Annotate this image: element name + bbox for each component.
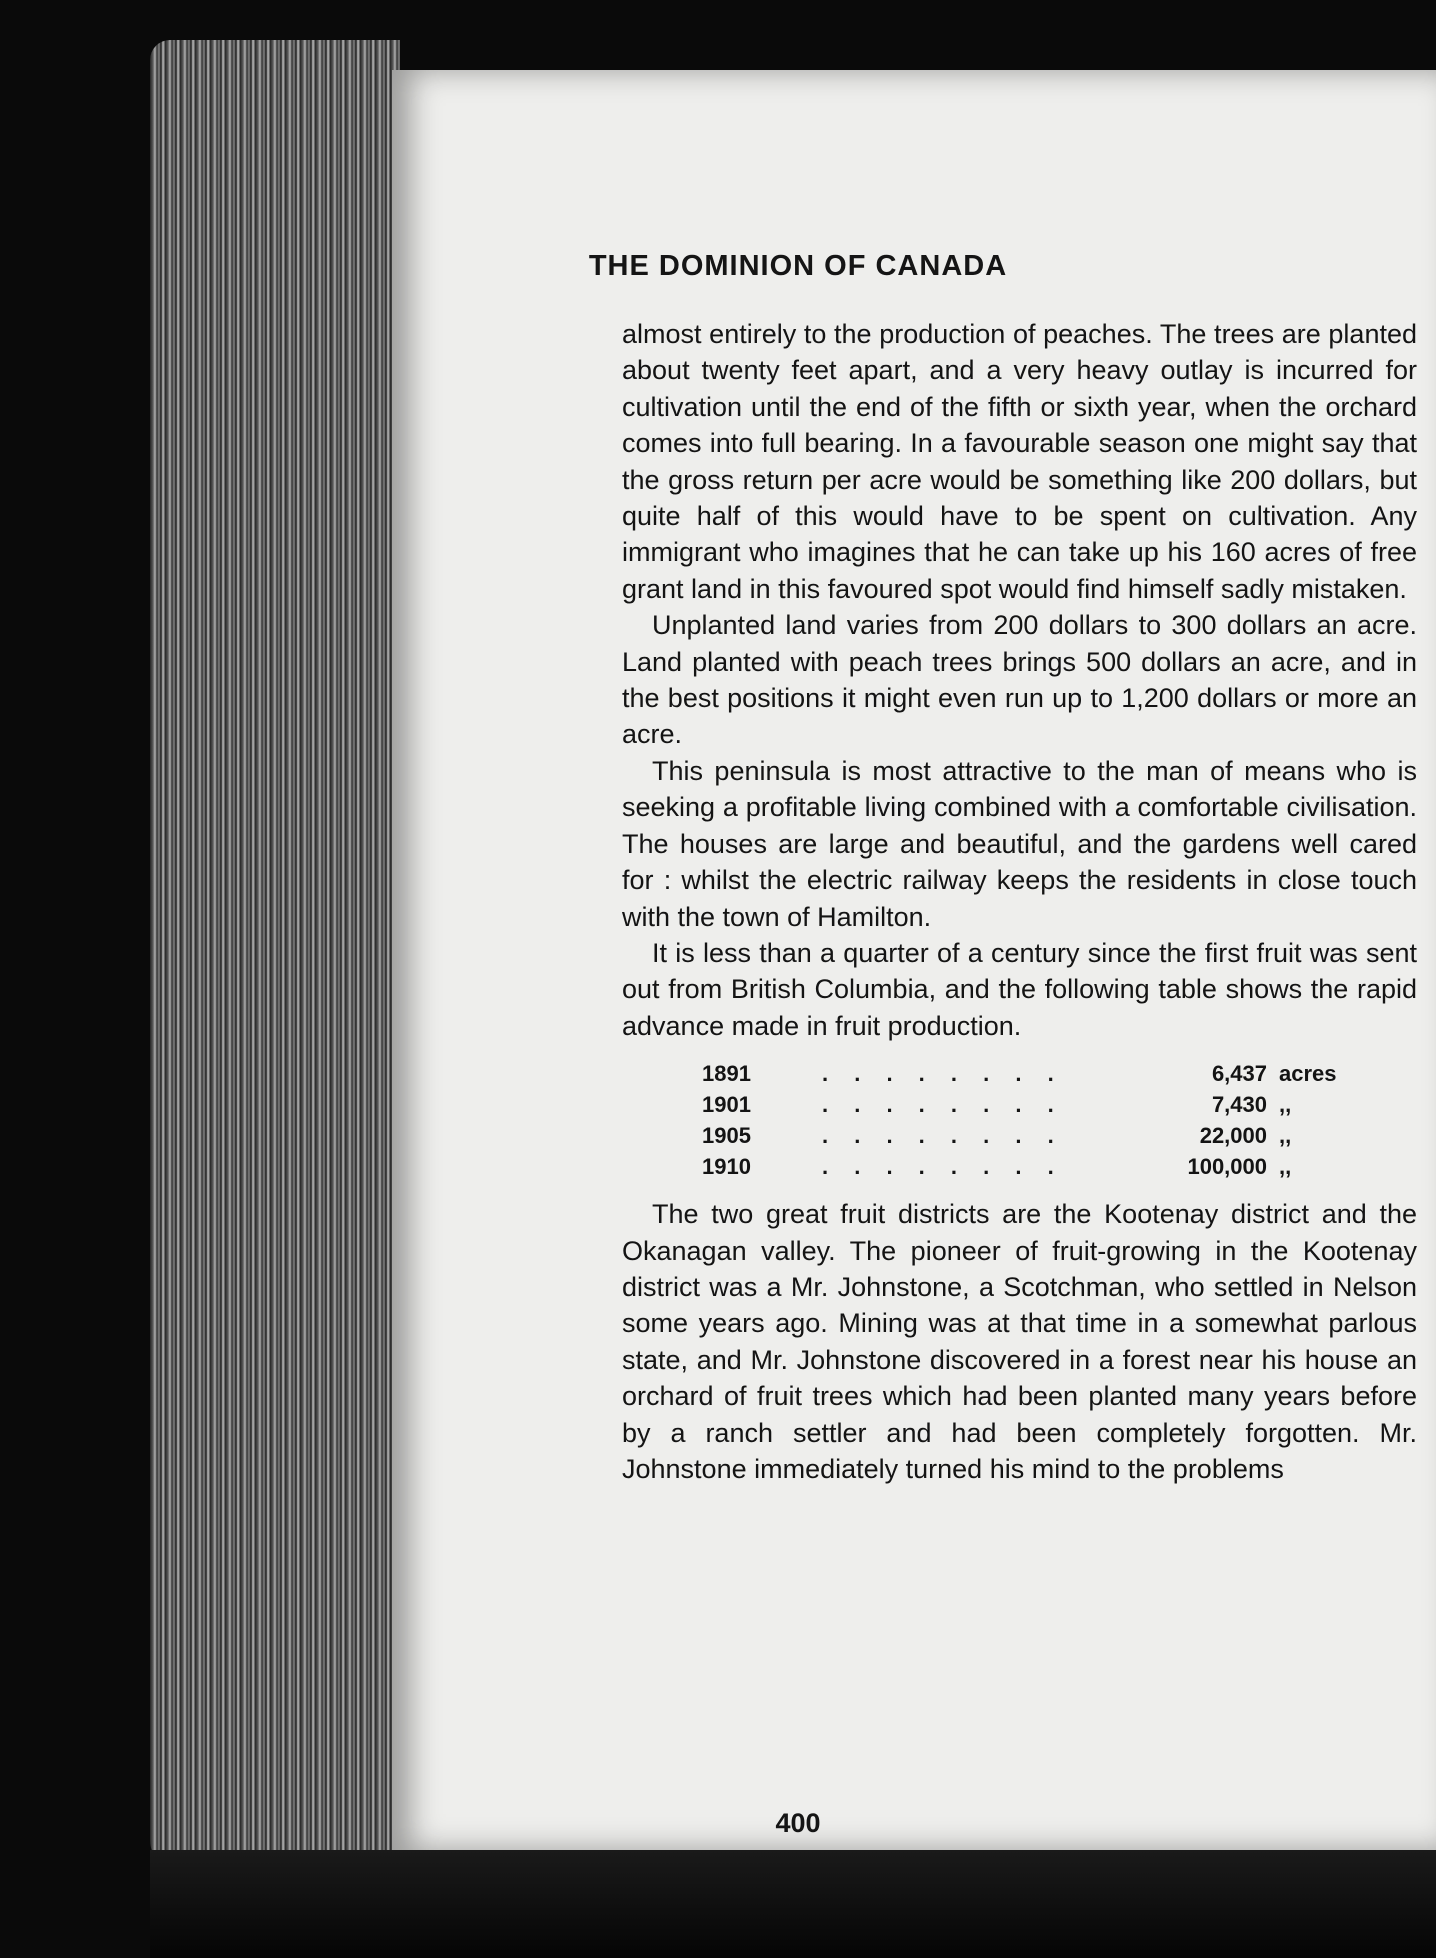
- paragraph: The two great fruit districts are the Kootenay district and the Okanagan valley. The pioneer of fruit-growing in the Kootenay district was a Mr. Johnstone, a Scotchman, who settled in Nelson some years ago. Mining was at that time in a somewhat parlous state, and Mr. Johnstone discovered in a forest near his house an orchard of fruit trees which had been planted many years before by a ranch settler and had been completely forgotten. Mr. Johnstone immediately turned his mind to the problems: [622, 1199, 1417, 1484]
- body-text: [622, 316, 1417, 1487]
- dot-leader: . . . . . . . .: [822, 1061, 1064, 1087]
- book-page-edges: [150, 40, 400, 1870]
- paragraph: This peninsula is most attractive to the man of means who is seeking a profitable living combined with a comfortable civilisation. The houses are large and beautiful, and the gardens well cared for : whilst the electric railway keeps the residents in close touch with the town of Hamilton.: [622, 755, 1417, 932]
- acreage-cell: 22,000: [1199, 1123, 1267, 1149]
- year-cell: 1891: [702, 1061, 751, 1087]
- running-head: THE DOMINION OF CANADA: [588, 250, 1008, 282]
- year-cell: 1901: [702, 1092, 751, 1118]
- dot-leader: . . . . . . . .: [822, 1154, 1064, 1180]
- unit-cell: ,,: [1279, 1154, 1292, 1180]
- table-row: [702, 1089, 1359, 1120]
- unit-cell: acres: [1279, 1061, 1337, 1087]
- unit-cell: ,,: [1279, 1123, 1292, 1149]
- unit-cell: ,,: [1279, 1092, 1292, 1118]
- table-row: [702, 1058, 1359, 1089]
- acreage-cell: 100,000: [1187, 1154, 1267, 1180]
- paragraph: Unplanted land varies from 200 dollars to 300 dollars an acre. Land planted with peach trees brings 500 dollars an acre, and in the best positions it might even run up to 1,200 dollars or more an acre.: [622, 610, 1417, 750]
- dot-leader: . . . . . . . .: [822, 1092, 1064, 1118]
- table-row: [702, 1151, 1359, 1182]
- paragraph: It is less than a quarter of a century since the first fruit was sent out from British Columbia, and the following table shows the rapid advance made in fruit production.: [622, 937, 1417, 1041]
- dot-leader: . . . . . . . .: [822, 1123, 1064, 1149]
- year-cell: 1910: [702, 1154, 751, 1180]
- year-cell: 1905: [702, 1123, 751, 1149]
- table-row: [702, 1120, 1359, 1151]
- paragraph: almost entirely to the production of peaches. The trees are planted about twenty feet apart, and a very heavy outlay is incurred for cultivation until the end of the fifth or sixth year, when the orchard comes into full bearing. In a favourable season one might say that the gross return per acre would be something like 200 dollars, but quite half of this would have to be spent on cultivation. Any immigrant who imagines that he can take up his 160 acres of free grant land in this favoured spot would find himself sadly mistaken.: [622, 319, 1417, 604]
- fruit-acreage-table: [702, 1058, 1359, 1182]
- acreage-cell: 6,437: [1211, 1061, 1267, 1087]
- acreage-cell: 7,430: [1211, 1092, 1267, 1118]
- page-number: 400: [775, 1808, 821, 1838]
- scan-shadow: [150, 1850, 1436, 1958]
